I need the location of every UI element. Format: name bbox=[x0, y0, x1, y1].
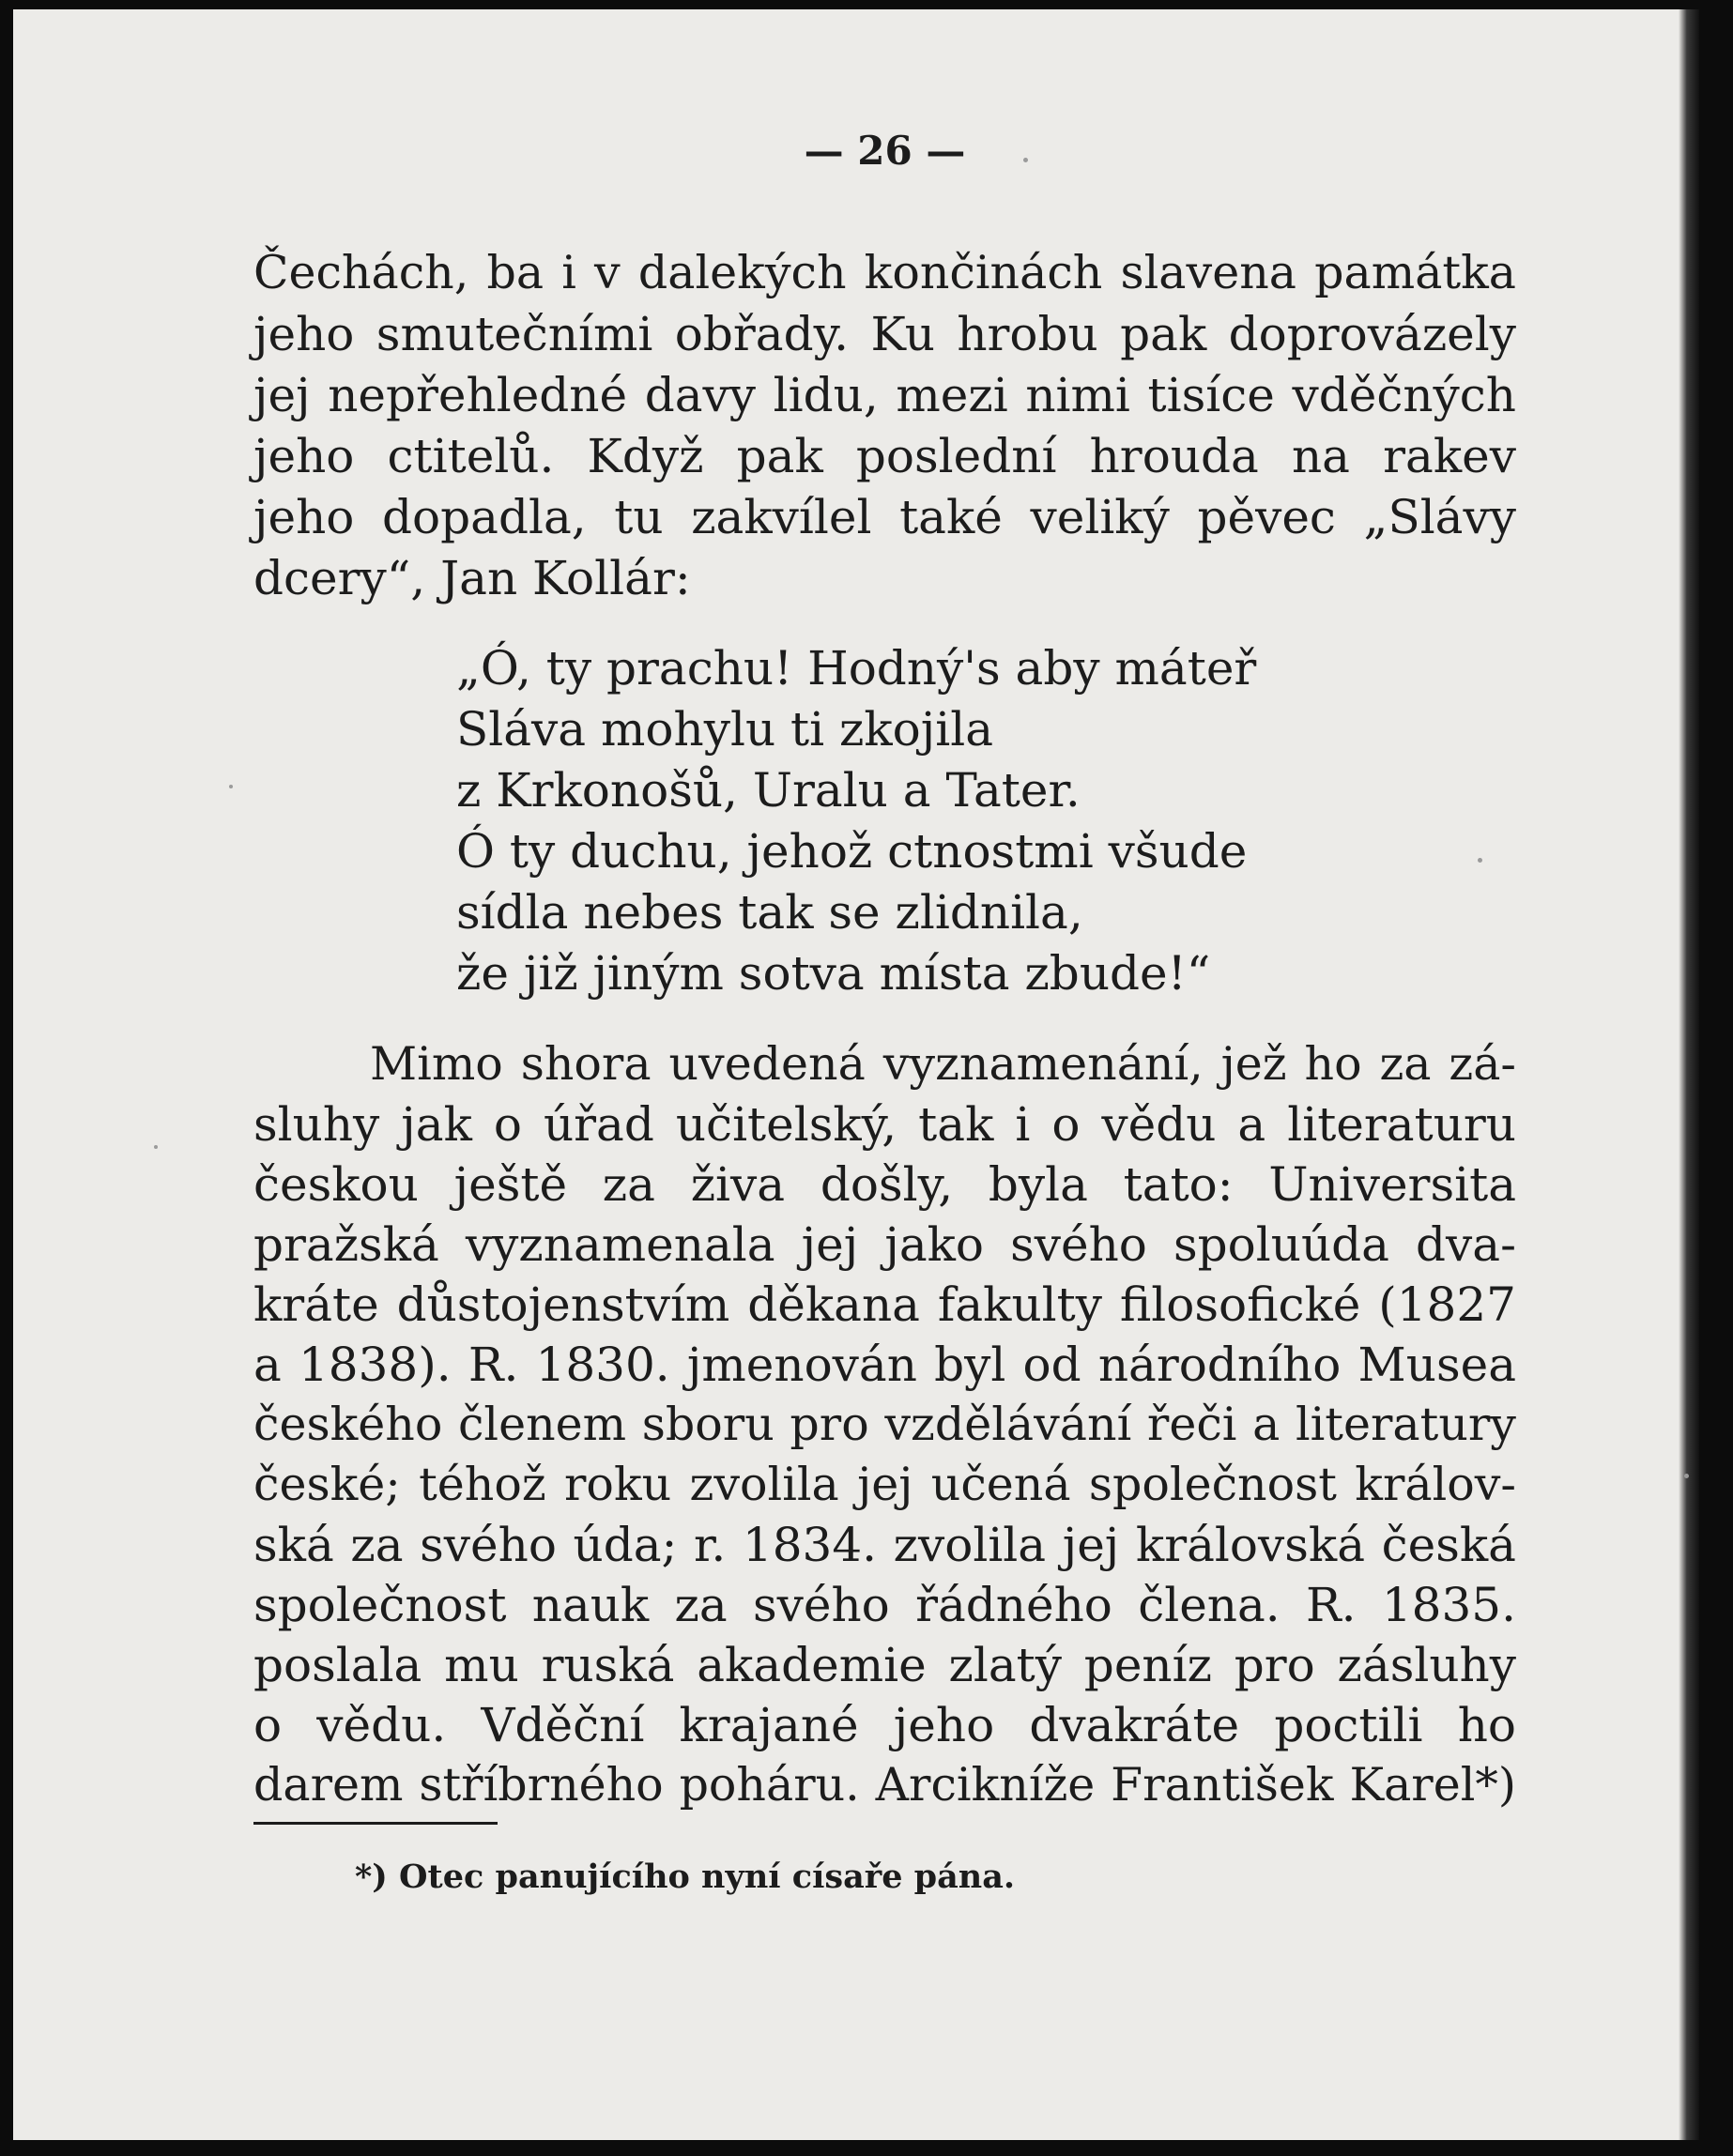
text-line: kráte důstojenstvím děkana fakulty filosofické (1827 bbox=[253, 1277, 1516, 1332]
text-line: Mimo shora uvedená vyznamenání, jež ho za zá- bbox=[370, 1037, 1516, 1091]
scan-speck bbox=[229, 785, 233, 788]
verse-line: „Ó, ty prachu! Hodný's aby máteř bbox=[456, 641, 1257, 696]
text-line: jeho ctitelů. Když pak poslední hrouda na rakev bbox=[253, 429, 1516, 483]
text-line: pražská vyznamenala jej jako svého spoluúda dva- bbox=[253, 1217, 1516, 1272]
scan-speck bbox=[1684, 1474, 1689, 1478]
text-line: jeho smutečními obřady. Ku hrobu pak doprovázely bbox=[253, 307, 1516, 361]
text-line: sluhy jak o úřad učitelský, tak i o vědu a literaturu bbox=[253, 1097, 1516, 1152]
page-number: — 26 — bbox=[804, 128, 966, 174]
text-line: českou ještě za živa došly, byla tato: Universita bbox=[253, 1157, 1516, 1212]
scan-speck bbox=[1478, 858, 1482, 863]
scan-edge bbox=[1679, 9, 1699, 2140]
text-line: o vědu. Vděční krajané jeho dvakráte poctili ho bbox=[253, 1698, 1516, 1752]
text-line: jeho dopadla, tu zakvílel také veliký pěvec „Slávy bbox=[253, 490, 1516, 544]
text-line: poslala mu ruská akademie zlatý peníz pro zásluhy bbox=[253, 1638, 1516, 1692]
text-line: darem stříbrného poháru. Arcikníže František Karel*) bbox=[253, 1758, 1516, 1812]
verse-line: Ó ty duchu, jehož ctnostmi všude bbox=[456, 824, 1248, 879]
footnote: *) Otec panujícího nyní císaře pána. bbox=[355, 1858, 1016, 1896]
text-line: Čechách, ba i v dalekých končinách slavena památka bbox=[253, 246, 1516, 299]
footnote-rule bbox=[253, 1822, 498, 1825]
text-line: a 1838). R. 1830. jmenován byl od národního Musea bbox=[253, 1338, 1516, 1392]
text-line: českého členem sboru pro vzdělávání řeči a literatury bbox=[253, 1398, 1516, 1451]
text-line: české; téhož roku zvolila jej učená společnost králov- bbox=[253, 1458, 1516, 1511]
verse-line: že již jiným sotva místa zbude!“ bbox=[456, 946, 1211, 1001]
text-line: ská za svého úda; r. 1834. zvolila jej královská česká bbox=[253, 1518, 1516, 1572]
text-line: jej nepřehledné davy lidu, mezi nimi tisíce vděčných bbox=[253, 368, 1516, 422]
scan-speck bbox=[154, 1145, 158, 1149]
verse-line: z Krkonošů, Uralu a Tater. bbox=[456, 763, 1081, 818]
verse-line: sídla nebes tak se zlidnila, bbox=[456, 885, 1083, 940]
verse-line: Sláva mohylu ti zkojila bbox=[456, 702, 994, 757]
book-page bbox=[13, 9, 1699, 2140]
text-line: dcery“, Jan Kollár: bbox=[253, 551, 691, 605]
text-line: společnost nauk za svého řádného člena. R. 1835. bbox=[253, 1578, 1516, 1632]
